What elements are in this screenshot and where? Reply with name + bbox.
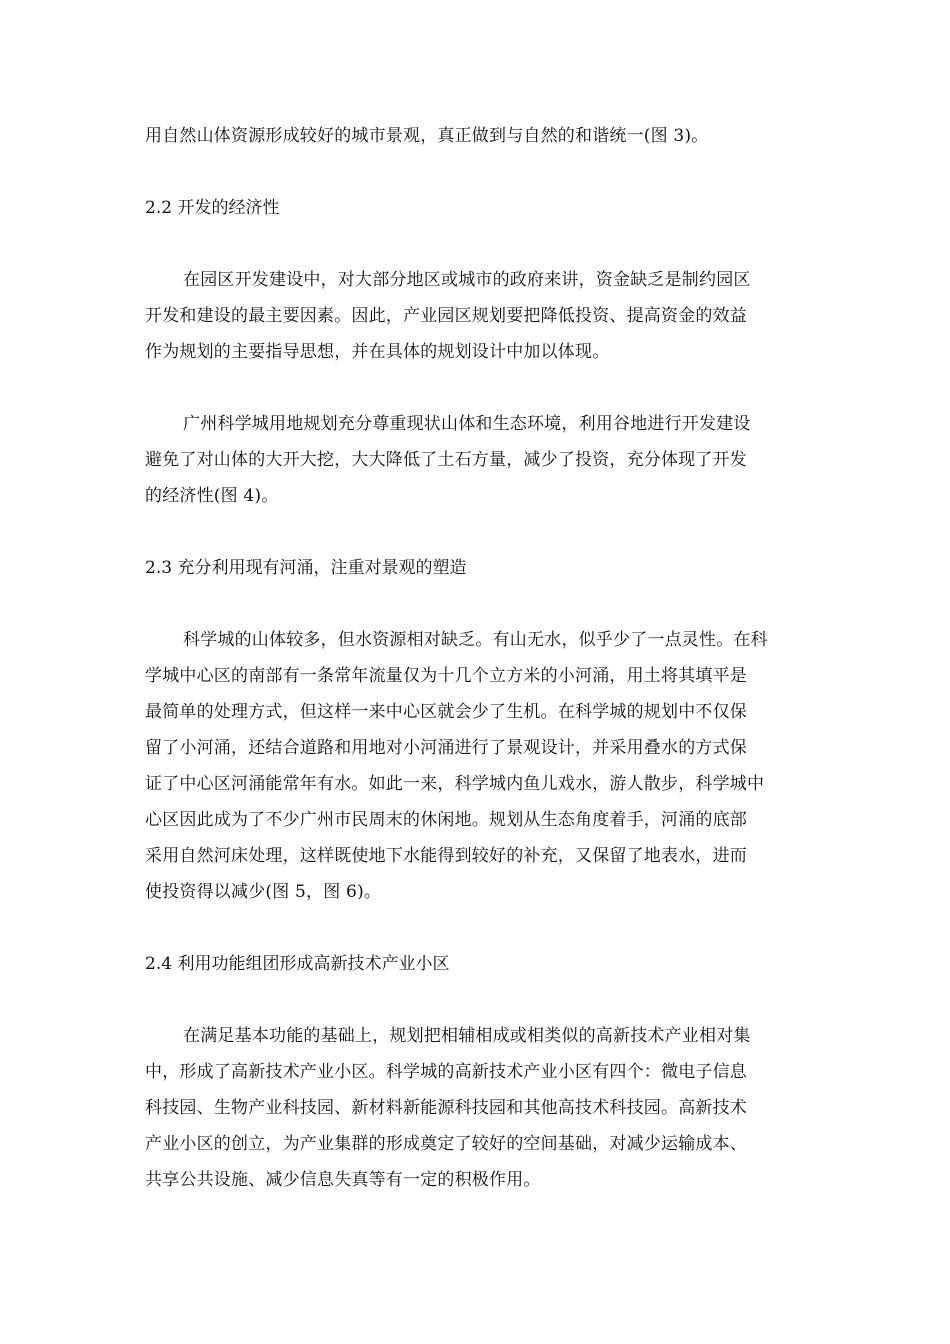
text-line: 科技园、生物产业科技园、新材料新能源科技园和其他高技术科技园。高新技术 bbox=[145, 1098, 747, 1118]
text-line: 用自然山体资源形成较好的城市景观，真正做到与自然的和谐统一(图 3)。 bbox=[145, 126, 709, 146]
text-line: 科学城的山体较多，但水资源相对缺乏。有山无水，似乎少了一点灵性。在科 bbox=[183, 630, 768, 650]
document-page bbox=[145, 118, 807, 1198]
text-line: 使投资得以减少(图 5，图 6)。 bbox=[145, 882, 382, 902]
text-line: 学城中心区的南部有一条常年流量仅为十几个立方米的小河涌，用土将其填平是 bbox=[145, 666, 747, 686]
paragraph-continuation bbox=[145, 118, 807, 154]
section-heading-2-4: 2.4 利用功能组团形成高新技术产业小区 bbox=[145, 954, 450, 974]
text-line: 采用自然河床处理，这样既使地下水能得到较好的补充，又保留了地表水，进而 bbox=[145, 846, 747, 866]
text-line: 开发和建设的最主要因素。因此，产业园区规划要把降低投资、提高资金的效益 bbox=[145, 306, 747, 326]
text-line: 心区因此成为了不少广州市民周末的休闲地。规划从生态角度着手，河涌的底部 bbox=[145, 810, 747, 830]
paragraph-guangzhou-plan bbox=[145, 406, 807, 514]
text-line: 共享公共设施、减少信息失真等有一定的积极作用。 bbox=[145, 1170, 541, 1190]
text-line: 产业小区的创立，为产业集群的形成奠定了较好的空间基础，对减少运输成本、 bbox=[145, 1134, 747, 1154]
paragraph-industry-zones bbox=[145, 1018, 807, 1198]
text-line: 在园区开发建设中，对大部分地区或城市的政府来讲，资金缺乏是制约园区 bbox=[183, 270, 751, 290]
text-line: 最简单的处理方式，但这样一来中心区就会少了生机。在科学城的规划中不仅保 bbox=[145, 702, 747, 722]
text-line: 留了小河涌，还结合道路和用地对小河涌进行了景观设计，并采用叠水的方式保 bbox=[145, 738, 747, 758]
text-line: 中，形成了高新技术产业小区。科学城的高新技术产业小区有四个：微电子信息 bbox=[145, 1062, 747, 1082]
text-line: 证了中心区河涌能常年有水。如此一来，科学城内鱼儿戏水，游人散步，科学城中 bbox=[145, 774, 765, 794]
paragraph-funding bbox=[145, 262, 807, 370]
section-heading-2-3: 2.3 充分利用现有河涌，注重对景观的塑造 bbox=[145, 558, 467, 578]
text-line: 作为规划的主要指导思想，并在具体的规划设计中加以体现。 bbox=[145, 342, 610, 362]
text-line: 在满足基本功能的基础上，规划把相辅相成或相类似的高新技术产业相对集 bbox=[183, 1026, 751, 1046]
section-heading-2-2: 2.2 开发的经济性 bbox=[145, 198, 280, 218]
paragraph-river bbox=[145, 622, 807, 910]
text-line: 广州科学城用地规划充分尊重现状山体和生态环境，利用谷地进行开发建设 bbox=[183, 414, 751, 434]
text-line: 避免了对山体的大开大挖，大大降低了土石方量，减少了投资，充分体现了开发 bbox=[145, 450, 747, 470]
text-line: 的经济性(图 4)。 bbox=[145, 486, 279, 506]
